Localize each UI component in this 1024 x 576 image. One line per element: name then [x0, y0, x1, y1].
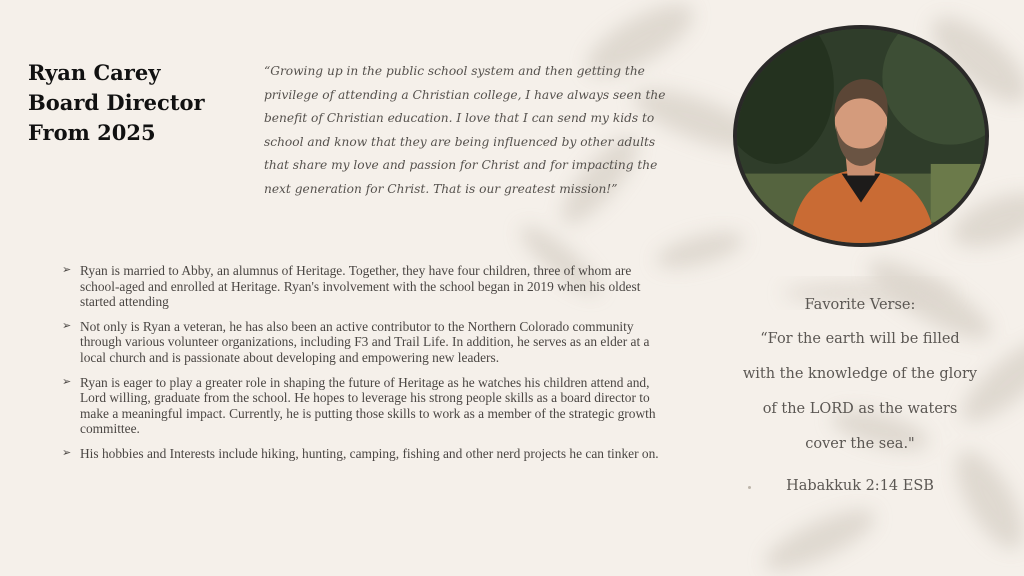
bio-text: His hobbies and Interests include hiking, hunting, camping, fishing and other nerd projects he can tinker on.	[80, 445, 659, 461]
page-title	[28, 58, 248, 148]
favorite-verse	[742, 292, 978, 462]
list-item	[62, 319, 672, 366]
title-since: From 2025	[28, 120, 156, 145]
list-item	[62, 375, 672, 437]
portrait-photo	[733, 25, 989, 247]
verse-label: Favorite Verse:	[804, 297, 916, 313]
arrow-bullet-icon: ➢	[62, 446, 72, 459]
arrow-bullet-icon: ➢	[62, 375, 72, 388]
list-item	[62, 446, 672, 462]
title-role: Board Director	[28, 90, 205, 115]
verse-reference: Habakkuk 2:14 ESB	[786, 478, 934, 494]
arrow-bullet-icon: ➢	[62, 319, 72, 332]
bio-list	[62, 263, 672, 471]
testimonial-quote: “Growing up in the public school system and then getting the privilege of attending a Christian college, I have always seen the benefit of Christian education. I love that I can send my kids to school and know that they are being influenced by other adults that share my love and passion for Christ and for impacting the next generation for Christ. That is our greatest mission!”	[264, 64, 666, 196]
bio-text: Not only is Ryan a veteran, he has also been an active contributor to the Northern Colorado community through various volunteer organizations, including F3 and Trail Life. In addition, he serves as an elder at a local church and is passionate about developing and empowering new leaders.	[80, 318, 650, 365]
verse-text: “For the earth will be filled with the knowledge of the glory of the LORD as the waters cover the sea."	[742, 331, 978, 452]
bio-text: Ryan is married to Abby, an alumnus of Heritage. Together, they have four children, three of whom are school-aged and enrolled at Heritage. Ryan's involvement with the school began in 2019 when his oldest started attending	[80, 263, 641, 310]
bio-text: Ryan is eager to play a greater role in shaping the future of Heritage as he watches his children attend and, Lord willing, graduate from the school. He hopes to leverage his strong people skills as a board director to make a meaningful impact. Currently, he is putting those skills to work as a member of the strategic growth committee.	[80, 374, 656, 437]
list-item	[62, 263, 672, 310]
arrow-bullet-icon: ➢	[62, 264, 72, 276]
title-name: Ryan Carey	[28, 60, 161, 85]
